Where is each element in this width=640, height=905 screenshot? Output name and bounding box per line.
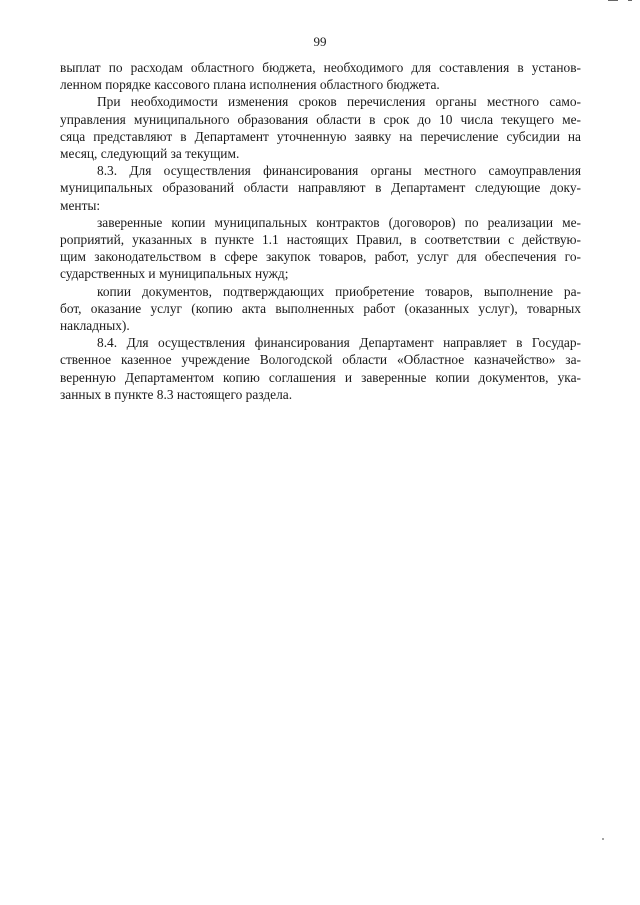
text-line: веренную Департаментом копию соглашения и заверенные копии документов, ука- — [60, 369, 581, 385]
text-line: заверенные копии муниципальных контрактов (договоров) по реализации ме- — [97, 214, 581, 230]
text-line: менты: — [60, 197, 101, 213]
page-number: 99 — [313, 34, 327, 49]
document-body — [60, 59, 581, 403]
text-line: занных в пункте 8.3 настоящего раздела. — [60, 386, 293, 402]
text-line: выплат по расходам областного бюджета, необходимого для составления в установ- — [60, 60, 581, 75]
text-line: ственное казенное учреждение Вологодской области «Областное казначейство» за- — [60, 352, 581, 368]
paragraph — [60, 283, 581, 335]
paragraph — [60, 93, 581, 162]
paragraph — [60, 162, 581, 214]
scan-mark — [628, 0, 632, 4]
text-line: управления муниципального образования области в срок до 10 числа текущего ме- — [60, 111, 581, 127]
paragraph — [60, 334, 581, 403]
text-line: При необходимости изменения сроков перечисления органы местного само- — [97, 94, 581, 110]
text-line: 8.4. Для осуществления финансирования Департамент направляет в Государ- — [97, 335, 581, 351]
text-line: муниципальных образований области направляют в Департамент следующие доку- — [60, 180, 581, 196]
text-line: сударственных и муниципальных нужд; — [60, 266, 289, 282]
text-line: ленном порядке кассового плана исполнения областного бюджета. — [60, 77, 440, 93]
scan-speck — [602, 838, 604, 840]
text-line: копии документов, подтверждающих приобретение товаров, выполнение ра- — [97, 283, 581, 299]
paragraph — [60, 214, 581, 283]
text-line: сяца представляют в Департамент уточненную заявку на перечисление субсидии на — [60, 128, 581, 144]
text-line: накладных). — [60, 318, 130, 334]
text-line: 8.3. Для осуществления финансирования органы местного самоуправления — [97, 163, 581, 179]
text-line: роприятий, указанных в пункте 1.1 настоящих Правил, в соответствии с действую- — [60, 232, 581, 248]
text-line: бот, оказание услуг (копию акта выполненных работ (оказанных услуг), товарных — [60, 300, 581, 316]
scan-mark — [608, 0, 618, 4]
text-line: месяц, следующий за текущим. — [60, 146, 240, 162]
paragraph — [60, 59, 581, 93]
text-line: щим законодательством в сфере закупок товаров, работ, услуг для обеспечения го- — [60, 249, 581, 265]
